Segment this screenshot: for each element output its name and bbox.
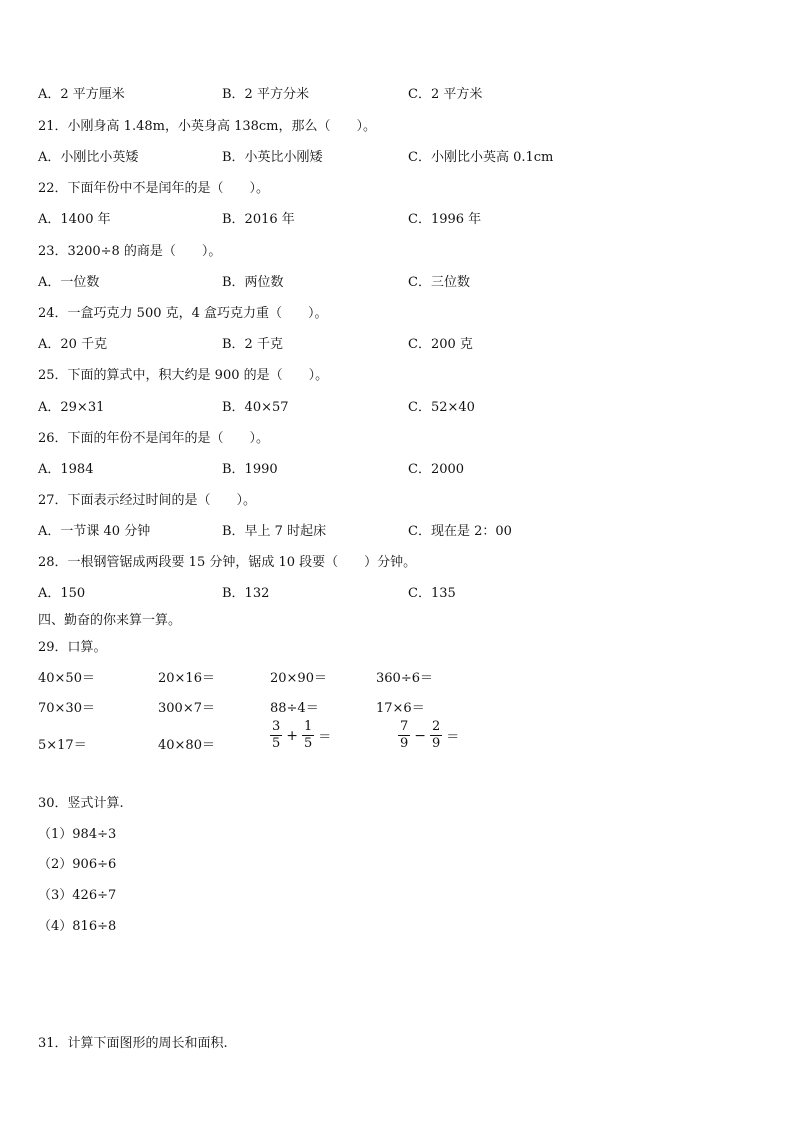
q26-option-b: B．1990 <box>222 462 278 477</box>
q21-option-a: A．小刚比小英矮 <box>38 150 139 165</box>
denominator: 5 <box>272 736 281 752</box>
mental-calc-item: 300×7＝ <box>158 701 215 716</box>
q26-option-a: A．1984 <box>38 462 94 477</box>
q24-option-a: A．20 千克 <box>38 337 108 352</box>
denominator: 5 <box>304 736 313 752</box>
numerator: 7 <box>400 719 409 734</box>
equals-sign: ＝ <box>446 730 460 746</box>
q26-option-c: C．2000 <box>408 462 465 477</box>
q28-option-c: C．135 <box>408 586 456 601</box>
q28-option-b: B．132 <box>222 586 270 601</box>
mental-calc-item: 20×90＝ <box>270 671 327 686</box>
long-division-item: （4）816÷8 <box>38 919 117 934</box>
equals-sign: ＝ <box>318 730 332 746</box>
fraction <box>270 720 282 752</box>
q20-option-c: C．2 平方米 <box>408 87 483 102</box>
q22-option-c: C．1996 年 <box>408 212 482 227</box>
q23-option-a: A．一位数 <box>38 275 100 290</box>
mental-calc-item: 40×50＝ <box>38 671 95 686</box>
mental-calc-item: 17×6＝ <box>376 701 425 716</box>
q27-stem: 27．下面表示经过时间的是（ ）。 <box>38 493 257 508</box>
long-division-item: （3）426÷7 <box>38 888 117 903</box>
q27-option-b: B．早上 7 时起床 <box>222 524 327 539</box>
mental-calc-item: 88÷4＝ <box>270 701 319 716</box>
fraction-expression-2 <box>398 720 459 752</box>
fraction <box>398 720 410 752</box>
q26-stem: 26．下面的年份不是闰年的是（ ）。 <box>38 431 270 446</box>
mental-calc-item: 360÷6＝ <box>376 671 433 686</box>
denominator: 9 <box>400 736 409 752</box>
q23-stem: 23．3200÷8 的商是（ ）。 <box>38 244 222 259</box>
q25-option-b: B．40×57 <box>222 400 289 415</box>
q27-option-a: A．一节课 40 分钟 <box>38 524 151 539</box>
q22-option-b: B．2016 年 <box>222 212 295 227</box>
q28-stem: 28．一根钢管锯成两段要 15 分钟，锯成 10 段要（ ）分钟。 <box>38 555 417 570</box>
q24-option-b: B．2 千克 <box>222 337 283 352</box>
section-heading: 四、勤奋的你来算一算。 <box>38 613 182 628</box>
numerator: 3 <box>272 719 281 734</box>
operator: − <box>414 727 427 744</box>
mental-calc-item: 40×80＝ <box>158 738 215 753</box>
numerator: 1 <box>304 719 313 734</box>
mental-calc-item: 20×16＝ <box>158 671 215 686</box>
long-division-item: （1）984÷3 <box>38 827 117 842</box>
q21-option-b: B．小英比小刚矮 <box>222 150 323 165</box>
fraction <box>430 720 442 752</box>
q20-option-b: B．2 平方分米 <box>222 87 309 102</box>
q23-option-c: C．三位数 <box>408 275 470 290</box>
q24-option-c: C．200 克 <box>408 337 473 352</box>
q21-stem: 21．小刚身高 1.48m，小英身高 138cm，那么（ ）。 <box>38 119 377 134</box>
q30-stem: 30．竖式计算. <box>38 796 124 811</box>
mental-calc-item: 70×30＝ <box>38 701 95 716</box>
denominator: 9 <box>432 736 441 752</box>
q25-stem: 25．下面的算式中，积大约是 900 的是（ ）。 <box>38 368 329 383</box>
q20-option-a: A．2 平方厘米 <box>38 87 125 102</box>
fraction-expression-1 <box>270 720 331 752</box>
long-division-item: （2）906÷6 <box>38 857 117 872</box>
q22-stem: 22．下面年份中不是闰年的是（ ）。 <box>38 181 270 196</box>
fraction <box>302 720 314 752</box>
q21-option-c: C．小刚比小英高 0.1cm <box>408 150 554 165</box>
q23-option-b: B．两位数 <box>222 275 284 290</box>
q22-option-a: A．1400 年 <box>38 212 111 227</box>
q24-stem: 24．一盒巧克力 500 克，4 盒巧克力重（ ）。 <box>38 306 328 321</box>
mental-calc-item: 5×17＝ <box>38 738 87 753</box>
operator: + <box>286 727 299 744</box>
q29-stem: 29．口算。 <box>38 640 107 655</box>
q28-option-a: A．150 <box>38 586 86 601</box>
q27-option-c: C．现在是 2：00 <box>408 524 512 539</box>
q25-option-c: C．52×40 <box>408 400 475 415</box>
q31-stem: 31．计算下面图形的周长和面积. <box>38 1036 228 1051</box>
numerator: 2 <box>432 719 441 734</box>
q25-option-a: A．29×31 <box>38 400 105 415</box>
